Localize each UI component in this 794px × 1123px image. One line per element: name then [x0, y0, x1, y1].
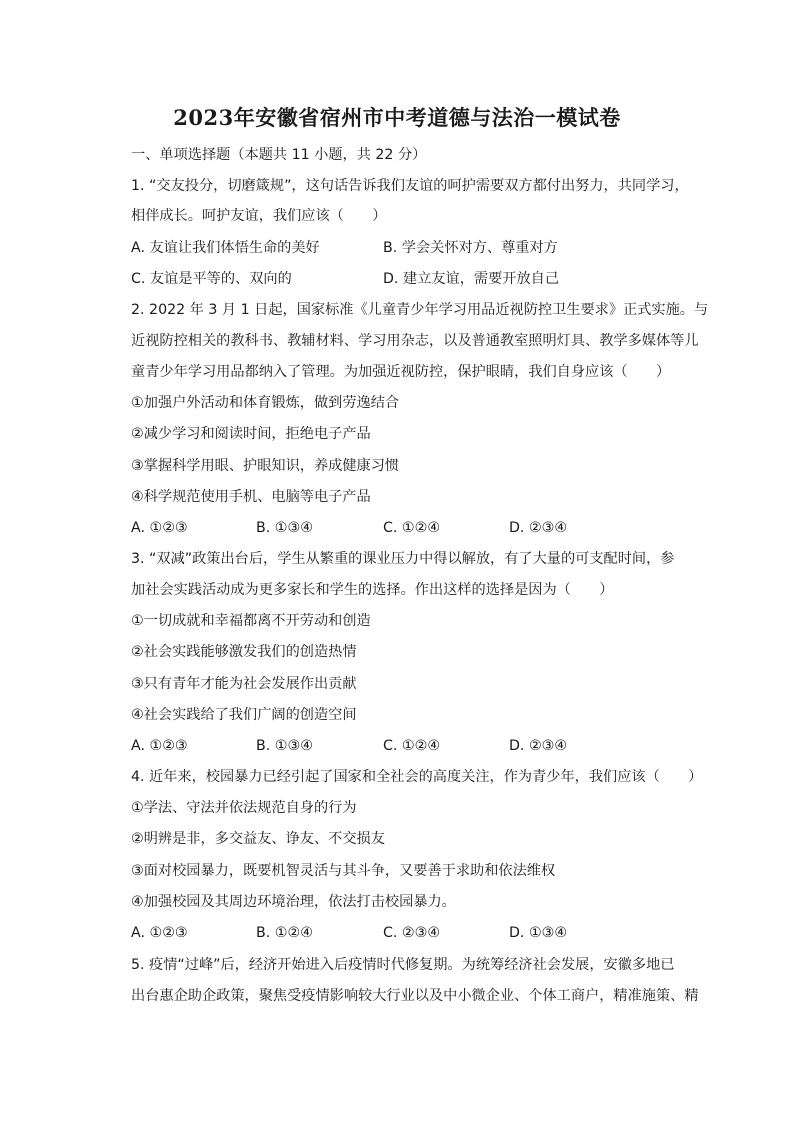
- q1-option-d: D. 建立友谊，需要开放自己: [383, 271, 560, 287]
- q4-option-b: B. ①②④: [256, 925, 313, 941]
- q5-line-1: 5. 疫情“过峰”后，经济开始进入后疫情时代修复期。为统筹经济社会发展，安徽多地已: [131, 957, 675, 973]
- q4-statement-4: ④加强校园及其周边环境治理，依法打击校园暴力。: [131, 894, 456, 910]
- q2-line-3: 童青少年学习用品都纳入了管理。为加强近视防控，保护眼睛，我们自身应该（ ）: [131, 364, 671, 380]
- q3-option-c: C. ①②④: [383, 738, 441, 754]
- q3-option-a: A. ①②③: [131, 738, 188, 754]
- q4-statement-2: ②明辨是非，多交益友、诤友、不交损友: [131, 831, 385, 847]
- q2-statement-3: ③掌握科学用眼、护眼知识，养成健康习惯: [131, 458, 400, 474]
- q3-line-2: 加社会实践活动成为更多家长和学生的选择。作出这样的选择是因为（ ）: [131, 582, 614, 598]
- q2-option-c: C. ①②④: [383, 520, 441, 536]
- q2-option-b: B. ①③④: [256, 520, 313, 536]
- q5-line-2: 出台惠企助企政策，聚焦受疫情影响较大行业以及中小微企业、个体工商户，精准施策、精: [131, 988, 699, 1004]
- q2-statement-4: ④科学规范使用手机、电脑等电子产品: [131, 489, 371, 505]
- q2-statement-2: ②减少学习和阅读时间，拒绝电子产品: [131, 426, 371, 442]
- q4-option-c: C. ②③④: [383, 925, 441, 941]
- q3-statement-1: ①一切成就和幸福都离不开劳动和创造: [131, 613, 371, 629]
- q2-line-2: 近视防控相关的教科书、教辅材料、学习用杂志，以及普通教室照明灯具、教学多媒体等儿: [131, 333, 699, 349]
- q3-statement-3: ③只有青年才能为社会发展作出贡献: [131, 676, 357, 692]
- q1-option-a: A. 友谊让我们体悟生命的美好: [131, 240, 320, 256]
- q2-option-a: A. ①②③: [131, 520, 188, 536]
- q3-statement-2: ②社会实践能够激发我们的创造热情: [131, 644, 357, 660]
- q2-line-1: 2. 2022 年 3 月 1 日起，国家标准《儿童青少年学习用品近视防控卫生要求》正式实施。与: [131, 302, 709, 318]
- q2-option-d: D. ②③④: [509, 520, 568, 536]
- q1-line-1: 1. “交友投分，切磨箴规”，这句话告诉我们友谊的呵护需要双方都付出努力，共同学习，: [131, 178, 689, 194]
- section-heading: 一、单项选择题（本题共 11 小题，共 22 分）: [131, 147, 427, 163]
- q1-option-c: C. 友谊是平等的、双向的: [131, 271, 292, 287]
- q4-option-d: D. ①③④: [509, 925, 568, 941]
- q1-line-2: 相伴成长。呵护友谊，我们应该（ ）: [131, 208, 387, 224]
- q1-option-b: B. 学会关怀对方、尊重对方: [383, 240, 558, 256]
- q4-statement-1: ①学法、守法并依法规范自身的行为: [131, 800, 357, 816]
- q4-option-a: A. ①②③: [131, 925, 188, 941]
- q3-option-b: B. ①③④: [256, 738, 313, 754]
- q3-line-1: 3. “双减”政策出台后，学生从繁重的课业压力中得以解放，有了大量的可支配时间，参: [131, 551, 675, 567]
- exam-title: 2023年安徽省宿州市中考道德与法治一模试卷: [173, 105, 621, 130]
- q4-statement-3: ③面对校园暴力，既要机智灵活与其斗争，又要善于求助和依法维权: [131, 863, 556, 879]
- q3-statement-4: ④社会实践给了我们广阔的创造空间: [131, 707, 357, 723]
- q3-option-d: D. ②③④: [509, 738, 568, 754]
- q2-statement-1: ①加强户外活动和体育锻炼，做到劳逸结合: [131, 395, 400, 411]
- q4-line-1: 4. 近年来，校园暴力已经引起了国家和全社会的高度关注，作为青少年，我们应该（ ）: [131, 769, 703, 785]
